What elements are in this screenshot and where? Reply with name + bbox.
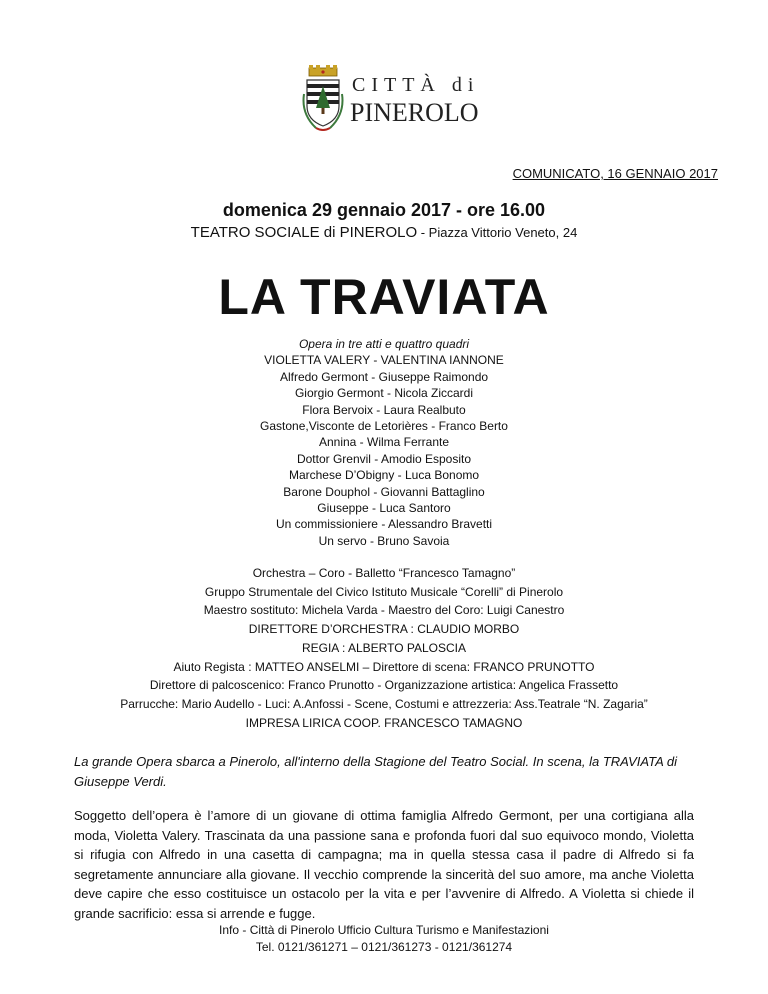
cast-line: Barone Douphol - Giovanni Battaglino [283, 484, 485, 499]
crew-line: IMPRESA LIRICA COOP. FRANCESCO TAMAGNO [245, 715, 523, 730]
venue-name: TEATRO SOCIALE di PINEROLO [190, 224, 418, 241]
cast-line: Giorgio Germont - Nicola Ziccardi [294, 386, 474, 401]
cast-line: Marchese D’Obigny - Luca Bonomo [288, 468, 480, 483]
event-venue [0, 224, 768, 241]
crew-line: Aiuto Regista : MATTEO ANSELMI – Direttore di scena: FRANCO PRUNOTTO [173, 659, 595, 674]
cast-list [0, 336, 768, 549]
intro-paragraph: La grande Opera sbarca a Pinerolo, all'interno della Stagione del Teatro Social. In scena, la TRAVIATA di Giuseppe Verdi. [74, 754, 678, 789]
info-office: Info - Città di Pinerolo Ufficio Cultura Turismo e Manifestazioni [219, 923, 549, 937]
info-phones: Tel. 0121/361271 – 0121/361273 - 0121/361274 [255, 940, 513, 954]
crew-line: Maestro sostituto: Michela Varda - Maestro del Coro: Luigi Canestro [203, 603, 565, 618]
opera-title: LA TRAVIATA [218, 269, 550, 325]
crew-line: DIRETTORE D’ORCHESTRA : CLAUDIO MORBO [248, 622, 520, 637]
cast-line: Dottor Grenvil - Amodio Esposito [296, 451, 472, 466]
cast-line: Alfredo Germont - Giuseppe Raimondo [279, 369, 489, 384]
venue-address: - Piazza Vittorio Veneto, 24 [417, 225, 578, 240]
crew-line: Parrucche: Mario Audello - Luci: A.Anfossi - Scene, Costumi e attrezzeria: Ass.Teatrale “N. Zagaria” [120, 696, 648, 711]
crew-list [0, 564, 768, 732]
city-logo [0, 64, 768, 134]
crew-line: Direttore di palcoscenico: Franco Prunotto - Organizzazione artistica: Angelica Frassetto [149, 678, 619, 693]
cast-line: Gastone,Visconte de Letorières - Franco Berto [260, 419, 508, 434]
crew-line: Orchestra – Coro - Balletto “Francesco Tamagno” [252, 566, 516, 580]
synopsis-paragraph: Soggetto dell’opera è l’amore di un giovane di ottima famiglia Alfredo Germont, per una cortigiana alla moda, Violetta Valery. Trascinata da una passione sana e profonda fuori dal suo equivoco mondo, Violetta si rifugia con Alfredo in una casetta di campagna; ma in quella stessa casa il padre di Alfredo si fa segretamente annunciare alla giovane. Il vecchio comprende la sincerità del suo amore, ma anche Violetta deve capire che esso costituisce un ostacolo per la vita e per l’avvenire di Alfredo. A Violetta si chiede il grande sacrificio: essa si arrende e fugge. [74, 808, 694, 921]
crew-line: Gruppo Strumentale del Civico Istituto Musicale “Corelli” di Pinerolo [204, 584, 564, 599]
cast-line: Flora Bervoix - Laura Realbuto [302, 402, 466, 417]
cast-line: Annina - Wilma Ferrante [318, 435, 450, 450]
cast-line: Un commissioniere - Alessandro Bravetti [275, 517, 493, 532]
event-date: domenica 29 gennaio 2017 - ore 16.00 [222, 200, 546, 220]
cast-line: VIOLETTA VALERY - VALENTINA IANNONE [264, 353, 504, 368]
crew-line: REGIA : ALBERTO PALOSCIA [301, 640, 467, 655]
cast-line: Giuseppe - Luca Santoro [317, 501, 451, 516]
info-footer [0, 922, 768, 956]
logo-name-label: PINEROLO [350, 98, 479, 127]
opera-subtitle: Opera in tre atti e quattro quadri [298, 337, 470, 351]
logo-city-label: CITTÀ di [352, 74, 480, 96]
press-release-date: COMUNICATO, 16 GENNAIO 2017 [512, 166, 718, 181]
cast-line: Un servo - Bruno Savoia [318, 533, 450, 548]
coat-of-arms-icon [300, 64, 346, 134]
